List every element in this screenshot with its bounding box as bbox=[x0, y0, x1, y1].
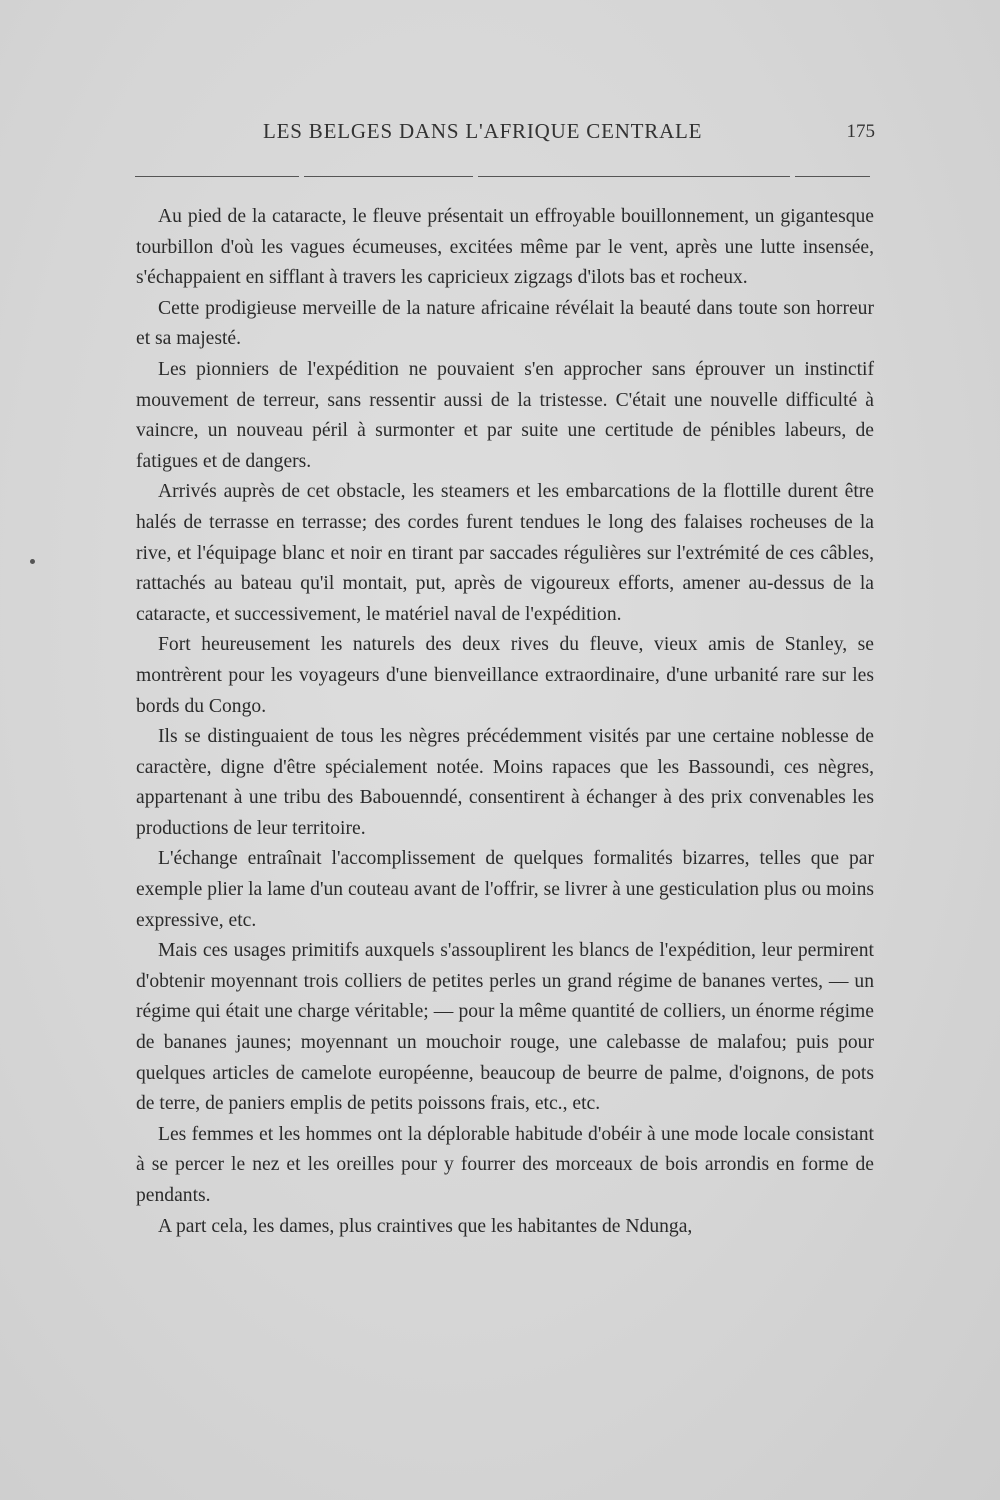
page-number: 175 bbox=[846, 121, 875, 142]
header-rule bbox=[135, 176, 870, 177]
paragraph: Mais ces usages primitifs auxquels s'assouplirent les blancs de l'expédition, leur permirent d'obtenir moyennant trois colliers de petites perles un grand régime de bananes vertes, — un régime qui était une charge véritable; — pour la même quantité de colliers, un énorme régime de bananes jaunes; moyennant un mouchoir rouge, une calebasse de malafou; puis pour quelques articles de camelote européenne, beaucoup de beurre de palme, d'oignons, de pots de terre, de paniers emplis de petits poissons frais, etc., etc. bbox=[136, 940, 874, 1115]
paragraph: Au pied de la cataracte, le fleuve présentait un effroyable bouillonnement, un gigantesque tourbillon d'où les vagues écumeuses, excitées même par le vent, après une lutte insensée, s'échappaient en sifflant à travers les capricieux zigzags d'ilots bas et rocheux. bbox=[136, 206, 874, 289]
paragraph: L'échange entraînait l'accomplissement de quelques formalités bizarres, telles que par exemple plier la lame d'un couteau avant de l'offrir, se livrer à une gesticulation plus ou moins expressive, etc. bbox=[136, 848, 874, 931]
paragraph: Cette prodigieuse merveille de la nature africaine révélait la beauté dans toute son horreur et sa majesté. bbox=[136, 297, 874, 350]
running-title: LES BELGES DANS L'AFRIQUE CENTRALE bbox=[263, 119, 703, 143]
page-header bbox=[135, 115, 875, 145]
paragraph: Fort heureusement les naturels des deux rives du fleuve, vieux amis de Stanley, se montrèrent pour les voyageurs d'une bienveillance extraordinaire, d'une urbanité rare sur les bords du Congo. bbox=[136, 634, 874, 717]
margin-mark bbox=[30, 559, 35, 564]
paragraph: Ils se distinguaient de tous les nègres précédemment visités par une certaine noblesse de caractère, digne d'être spécialement notée. Moins rapaces que les Bassoundi, ces nègres, appartenant à une tribu des Babouenndé, consentirent à échanger à des prix convenables les productions de leur territoire. bbox=[136, 726, 874, 839]
paragraph: Arrivés auprès de cet obstacle, les steamers et les embarcations de la flottille durent être halés de terrasse en terrasse; des cordes furent tendues le long des falaises rocheuses de la rive, et l'équipage blanc et noir en tirant par saccades régulières sur l'extrémité de ces câbles, rattachés au bateau qu'il montait, put, après de vigoureux efforts, amener au-dessus de la cataracte, et successivement, le matériel naval de l'expédition. bbox=[136, 481, 874, 625]
rule-gap bbox=[473, 174, 478, 179]
paragraph: Les femmes et les hommes ont la déplorable habitude d'obéir à une mode locale consistant à se percer le nez et les oreilles pour y fourrer des morceaux de bois arrondis en forme de pendants. bbox=[136, 1123, 874, 1206]
paragraph: Les pionniers de l'expédition ne pouvaient s'en approcher sans éprouver un instinctif mouvement de terreur, sans ressentir aussi de la tristesse. C'était une nouvelle difficulté à vaincre, un nouveau péril à surmonter et par suite une certitude de pénibles labeurs, de fatigues et de dangers. bbox=[136, 358, 874, 472]
body-text bbox=[136, 202, 874, 1242]
rule-gap bbox=[790, 174, 795, 179]
rule-gap bbox=[299, 174, 304, 179]
paragraph: A part cela, les dames, plus craintives que les habitantes de Ndunga, bbox=[158, 1215, 693, 1237]
